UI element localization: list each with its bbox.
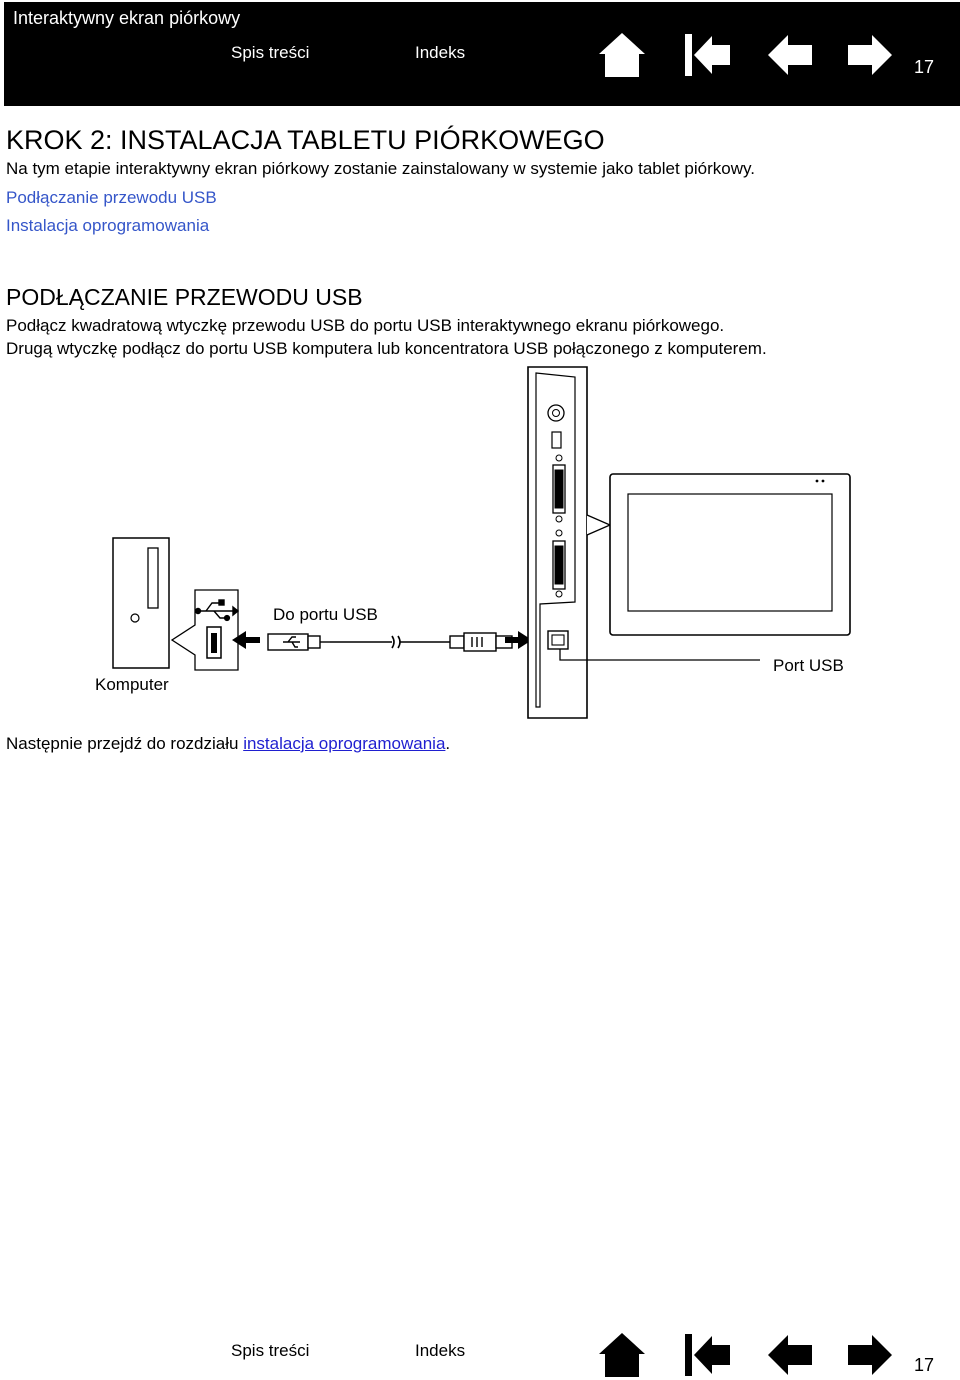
software-install-link[interactable]: instalacja oprogramowania (243, 734, 446, 753)
next-step-suffix: . (445, 734, 451, 753)
next-step-text (6, 732, 450, 755)
instruction-line-2: Drugą wtyczkę podłącz do portu USB komputera lub koncentratora USB połączonego z komputerem. (6, 339, 767, 358)
computer-usb-port-callout (172, 590, 238, 670)
usb-cable (330, 636, 450, 648)
section-title: KROK 2: INSTALACJA TABLETU PIÓRKOWEGO (6, 125, 605, 155)
intro-text: Na tym etapie interaktywny ekran piórkowy zostanie zainstalowany w systemie jako tablet piórkowy. (6, 159, 755, 178)
next-page-icon[interactable] (844, 30, 896, 80)
instruction-line-1: Podłącz kwadratową wtyczkę przewodu USB do portu USB interaktywnego ekranu piórkowego. (6, 316, 725, 335)
footer-page-number: 17 (914, 1355, 935, 1375)
footer-index-link[interactable]: Indeks (415, 1341, 466, 1360)
document-title: Interaktywny ekran piórkowy (13, 8, 241, 28)
footer-first-page-icon[interactable] (680, 1330, 732, 1380)
footer-contents-link[interactable]: Spis treści (231, 1341, 310, 1360)
usb-a-plug-illustration (268, 634, 330, 650)
label-usb-port: Port USB (773, 656, 844, 675)
usb-connection-diagram (0, 360, 960, 730)
subsection-title: PODŁĄCZANIE PRZEWODU USB (6, 284, 363, 310)
contents-link[interactable]: Spis treści (231, 43, 310, 62)
first-page-icon[interactable] (680, 30, 732, 80)
footer-previous-page-icon[interactable] (764, 1330, 816, 1380)
display-front-illustration (587, 474, 850, 635)
toc-link-usb-cable[interactable]: Podłączanie przewodu USB (6, 188, 217, 207)
footer-next-page-icon[interactable] (844, 1330, 896, 1380)
label-computer: Komputer (95, 675, 169, 694)
previous-page-icon[interactable] (764, 30, 816, 80)
computer-tower-illustration (113, 538, 169, 668)
page-header (4, 2, 960, 106)
label-to-usb-port: Do portu USB (273, 605, 378, 624)
footer-home-icon[interactable] (596, 1330, 648, 1380)
home-icon[interactable] (596, 30, 648, 80)
index-link[interactable]: Indeks (415, 43, 466, 62)
usb-b-plug-illustration (450, 633, 512, 651)
page-number: 17 (914, 57, 935, 77)
toc-link-software-install[interactable]: Instalacja oprogramowania (6, 216, 210, 235)
next-step-prefix: Następnie przejdź do rozdziału (6, 734, 244, 753)
